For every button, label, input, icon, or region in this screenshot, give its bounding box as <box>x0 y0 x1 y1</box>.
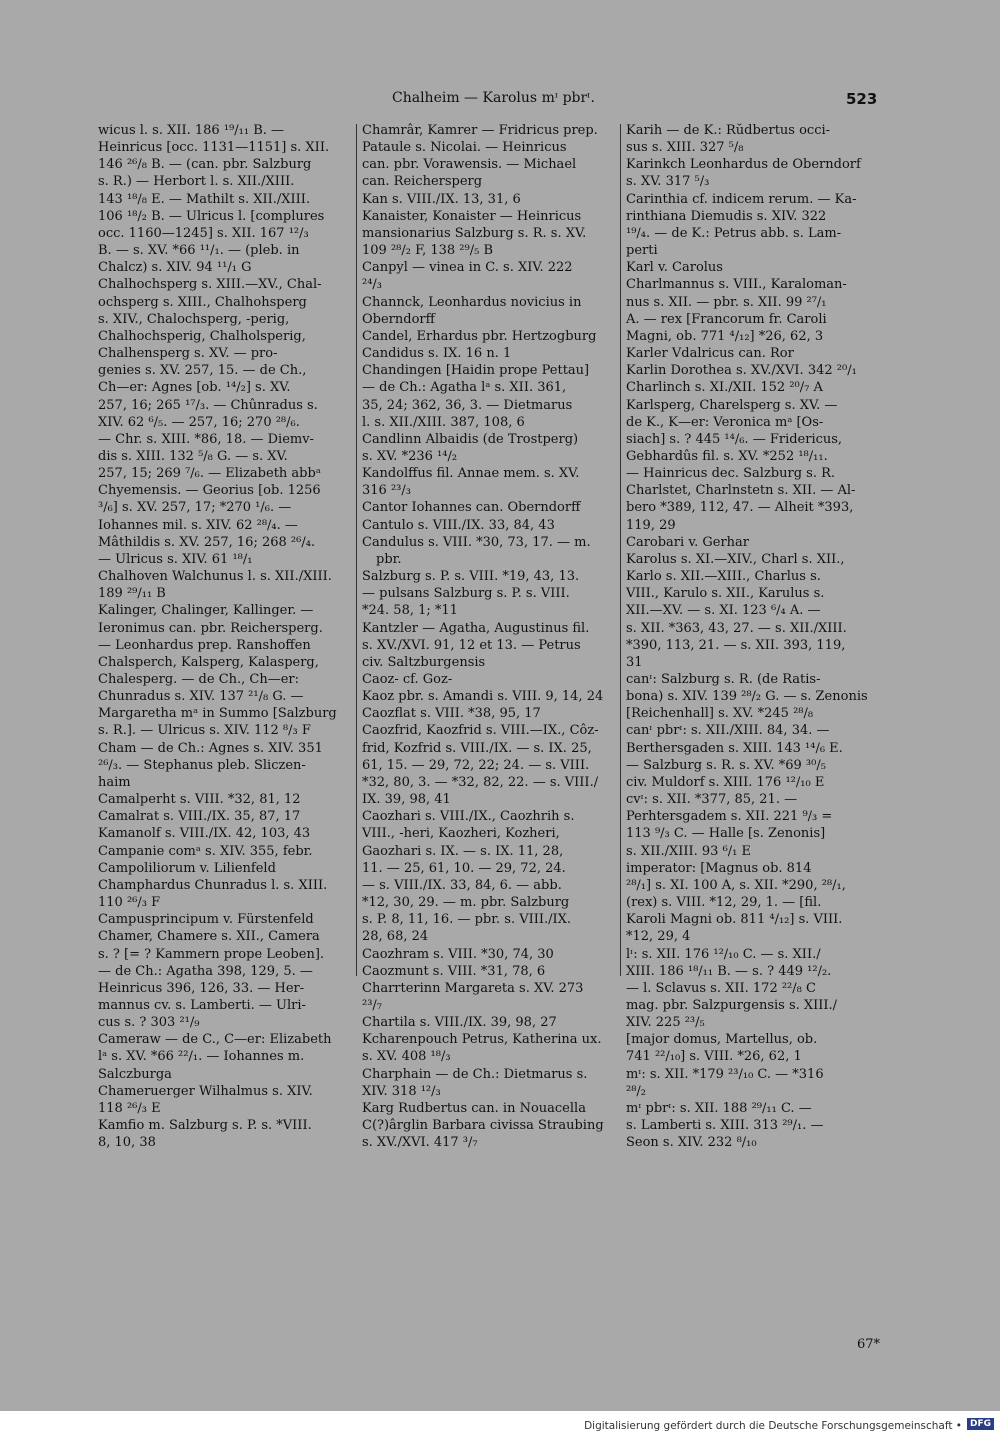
index-line: *24. 58, 1; *11 <box>362 603 458 619</box>
index-line: Chandingen [Haidin prope Pettau] <box>362 363 590 379</box>
index-line: 11. — 25, 61, 10. — 29, 72, 24. <box>362 860 566 876</box>
index-line: perti <box>626 243 658 259</box>
index-line: canᶦ pbrᶦ: s. XII./XIII. 84, 34. — <box>626 723 830 739</box>
index-column-1 <box>98 122 350 1151</box>
index-line: Charrterinn Margareta s. XV. 273 <box>362 980 584 996</box>
index-line: XIV. 225 ²³/₅ <box>626 1015 705 1031</box>
index-line: Cantor Iohannes can. Oberndorff <box>362 500 581 516</box>
index-line: imperator: [Magnus ob. 814 <box>626 860 812 876</box>
index-line: Perhtersgadem s. XII. 221 ⁹/₃ = <box>626 809 833 825</box>
index-line: XII.—XV. — s. XI. 123 ⁶/₄ A. — <box>626 603 821 619</box>
index-line: Chameruerger Wilhalmus s. XIV. <box>98 1083 313 1099</box>
index-line: Chartila s. VIII./IX. 39, 98, 27 <box>362 1015 557 1031</box>
index-line: Chalsperch, Kalsperg, Kalasperg, <box>98 654 319 670</box>
index-line: [major domus, Martellus, ob. <box>626 1032 818 1048</box>
index-line: Campoliliorum v. Lilienfeld <box>98 860 276 876</box>
index-line: Champhardus Chunradus l. s. XIII. <box>98 877 328 893</box>
index-line: Caoz- cf. Goz- <box>362 672 453 687</box>
index-line: Campusprincipum v. Fürstenfeld <box>98 912 314 928</box>
index-line: Cameraw — de C., C—er: Elizabeth <box>98 1032 332 1048</box>
index-line: *12, 29, 4 <box>626 929 691 945</box>
index-line: 143 ¹⁸/₈ E. — Mathilt s. XII./XIII. <box>98 191 311 207</box>
index-line: Candidus s. IX. 16 n. 1 <box>362 346 512 362</box>
index-line: Iohannes mil. s. XIV. 62 ²⁸/₄. — <box>98 517 298 533</box>
index-line: ²⁸/₂ <box>626 1083 647 1099</box>
index-line: — l. Sclavus s. XII. 172 ²²/₈ C <box>626 980 816 996</box>
index-line: Heinricus [occ. 1131—1151] s. XII. <box>98 140 330 156</box>
index-line: 28, 68, 24 <box>362 929 429 945</box>
index-line: Campanie comᵃ s. XIV. 355, febr. <box>98 843 313 859</box>
index-line: Karih — de K.: Rŭdbertus occi- <box>626 123 831 138</box>
index-line: Karler Vdalricus can. Ror <box>626 346 794 362</box>
index-line: Camalperht s. VIII. *32, 81, 12 <box>98 792 301 808</box>
index-line: — Hainricus dec. Salzburg s. R. <box>626 466 836 482</box>
running-head: Chalheim — Karolus mᶦ pbrᶦ. <box>392 90 595 106</box>
index-line: 118 ²⁶/₃ E <box>98 1100 161 1116</box>
index-line: Oberndorff <box>362 311 435 327</box>
page-number: 523 <box>846 90 878 108</box>
index-line: de K., K—er: Veronica mᵃ [Os- <box>626 414 824 430</box>
index-line: [Reichenhall] s. XV. *245 ²⁸/₈ <box>626 706 814 722</box>
index-line: Pataule s. Nicolai. — Heinricus <box>362 140 567 156</box>
index-line: siach] s. ? 445 ¹⁴/₆. — Fridericus, <box>626 431 843 447</box>
index-line: rinthiana Diemudis s. XIV. 322 <box>626 208 827 224</box>
index-line: s. R.]. — Ulricus s. XIV. 112 ⁸/₃ F <box>98 723 311 739</box>
index-line: sus s. XIII. 327 ⁵/₈ <box>626 140 744 156</box>
index-line: dis s. XIII. 132 ⁵/₈ G. — s. XV. <box>98 448 288 464</box>
index-line: Chyemensis. — Georius [ob. 1256 <box>98 483 321 499</box>
index-line: s. XII./XIII. 93 ⁶/₁ E <box>626 843 751 859</box>
index-line: 109 ²⁸/₂ F, 138 ²⁹/₅ B <box>362 243 493 259</box>
index-line: Karolus s. XI.—XIV., Charl s. XII., <box>626 551 845 567</box>
index-line: Karinkch Leonhardus de Oberndorf <box>626 157 861 173</box>
index-line: Kamfio m. Salzburg s. P. s. *VIII. <box>98 1118 312 1134</box>
index-line: ³/₆] s. XV. 257, 17; *270 ¹/₆. — <box>98 500 292 516</box>
index-line: 257, 15; 269 ⁷/₆. — Elizabeth abbᵃ <box>98 466 321 482</box>
index-line: Kamanolf s. VIII./IX. 42, 103, 43 <box>98 826 311 842</box>
index-line: 35, 24; 362, 36, 3. — Dietmarus <box>362 397 573 413</box>
index-line: XIV. 318 ¹²/₃ <box>362 1083 441 1099</box>
index-line: 8, 10, 38 <box>98 1135 156 1151</box>
index-line: ²⁴/₃ <box>362 277 383 293</box>
index-line: Candulus s. VIII. *30, 73, 17. — m. pbr. <box>362 534 591 567</box>
index-line: Ch—er: Agnes [ob. ¹⁴/₂] s. XV. <box>98 380 291 396</box>
index-line: VIII., Karulo s. XII., Karulus s. <box>626 586 825 602</box>
index-line: XIV. 62 ⁶/₅. — 257, 16; 270 ²⁸/₆. <box>98 414 300 430</box>
index-line: Charlstet, Charlnstetn s. XII. — Al- <box>626 483 856 499</box>
index-line: A. — rex [Francorum fr. Caroli <box>626 311 827 327</box>
index-line: ²⁸/₁] s. XI. 100 A, s. XII. *290, ²⁸/₁, <box>626 877 846 893</box>
index-line: Caozfrid, Kaozfrid s. VIII.—IX., Côz- <box>362 723 599 739</box>
index-line: Chunradus s. XIV. 137 ²¹/₈ G. — <box>98 689 304 705</box>
index-line: frid, Kozfrid s. VIII./IX. — s. IX. 25, <box>362 740 592 756</box>
index-line: Charlmannus s. VIII., Karaloman- <box>626 277 847 293</box>
index-line: bero *389, 112, 47. — Alheit *393, <box>626 500 854 516</box>
index-line: Magni, ob. 771 ⁴/₁₂] *26, 62, 3 <box>626 328 824 344</box>
index-line: genies s. XV. 257, 15. — de Ch., <box>98 363 307 379</box>
index-line: 61, 15. — 29, 72, 22; 24. — s. VIII. <box>362 757 590 773</box>
index-line: 110 ²⁶/₃ F <box>98 895 161 911</box>
index-line: — Leonhardus prep. Ranshoffen <box>98 637 311 653</box>
index-line: — de Ch.: Agatha lᵃ s. XII. 361, <box>362 380 567 396</box>
index-line: ¹⁹/₄. — de K.: Petrus abb. s. Lam- <box>626 225 842 241</box>
index-line: s. XV. 408 ¹⁸/₃ <box>362 1049 451 1065</box>
index-line: Chalesperg. — de Ch., Ch—er: <box>98 672 300 687</box>
index-line: *32, 80, 3. — *32, 82, 22. — s. VIII./ <box>362 774 599 790</box>
index-line: — pulsans Salzburg s. P. s. VIII. <box>362 586 570 602</box>
index-line: Karl v. Carolus <box>626 260 723 276</box>
index-line: Caozmunt s. VIII. *31, 78, 6 <box>362 963 546 979</box>
index-line: s. P. 8, 11, 16. — pbr. s. VIII./IX. <box>362 912 572 928</box>
index-line: — Salzburg s. R. s. XV. *69 ³⁰/₅ <box>626 757 826 773</box>
index-line: s. XV./XVI. 91, 12 et 13. — Petrus <box>362 637 581 653</box>
index-line: Chamrâr, Kamrer — Fridricus prep. <box>362 123 598 138</box>
index-line: C(?)ârglin Barbara civissa Straubing <box>362 1118 604 1134</box>
index-line: wicus l. s. XII. 186 ¹⁹/₁₁ B. — <box>98 123 285 138</box>
index-line: canᶦ: Salzburg s. R. (de Ratis- <box>626 672 821 687</box>
index-line: s. XV./XVI. 417 ³/₇ <box>362 1135 478 1151</box>
index-line: Kcharenpouch Petrus, Katherina ux. <box>362 1032 602 1048</box>
index-line: bona) s. XIV. 139 ²⁸/₂ G. — s. Zenonis <box>626 689 868 705</box>
index-line: Carobari v. Gerhar <box>626 534 750 550</box>
index-line: Carinthia cf. indicem rerum. — Ka- <box>626 191 857 207</box>
index-line: Candlinn Albaidis (de Trostperg) <box>362 431 579 447</box>
index-line: Seon s. XIV. 232 ⁸/₁₀ <box>626 1135 757 1151</box>
index-line: haim <box>98 774 131 790</box>
index-line: Kandolffus fil. Annae mem. s. XV. <box>362 466 580 482</box>
index-line: civ. Muldorf s. XIII. 176 ¹²/₁₀ E <box>626 774 825 790</box>
index-line: lᵃ s. XV. *66 ²²/₁. — Iohannes m. <box>98 1049 305 1065</box>
index-line: can. pbr. Vorawensis. — Michael <box>362 157 577 173</box>
index-line: Karoli Magni ob. 811 ⁴/₁₂] s. VIII. <box>626 912 843 928</box>
index-line: Chalhoven Walchunus l. s. XII./XIII. <box>98 569 332 585</box>
index-line: Candel, Erhardus pbr. Hertzogburg <box>362 328 597 344</box>
index-line: B. — s. XV. *66 ¹¹/₁. — (pleb. in <box>98 243 300 259</box>
footer-credit: Digitalisierung gefördert durch die Deutsche Forschungsgemeinschaft • <box>584 1420 962 1432</box>
index-line: IX. 39, 98, 41 <box>362 792 451 808</box>
index-line: 741 ²²/₁₀] s. VIII. *26, 62, 1 <box>626 1049 802 1065</box>
index-line: *12, 30, 29. — m. pbr. Salzburg <box>362 895 570 911</box>
index-column-2 <box>362 122 614 1151</box>
index-line: Margaretha mᵃ in Summo [Salzburg <box>98 706 337 722</box>
index-line: — de Ch.: Agatha 398, 129, 5. — <box>98 963 313 979</box>
index-line: Channck, Leonhardus novicius in <box>362 294 582 310</box>
index-line: Karlsperg, Charelsperg s. XV. — <box>626 397 838 413</box>
index-line: 257, 16; 265 ¹⁷/₃. — Chûnradus s. <box>98 397 318 413</box>
index-line: Salzburg s. P. s. VIII. *19, 43, 13. <box>362 569 580 585</box>
index-line: s. XII. *363, 43, 27. — s. XII./XIII. <box>626 620 847 636</box>
index-line: Canpyl — vinea in C. s. XIV. 222 <box>362 260 573 276</box>
index-line: Kantzler — Agatha, Augustinus fil. <box>362 620 590 636</box>
index-line: s. XIV., Chalochsperg, -perig, <box>98 311 290 327</box>
index-line: Karg Rudbertus can. in Nouacella <box>362 1100 586 1116</box>
index-line: — s. VIII./IX. 33, 84, 6. — abb. <box>362 877 562 893</box>
index-line: Chamer, Chamere s. XII., Camera <box>98 929 320 945</box>
index-line: Karlo s. XII.—XIII., Charlus s. <box>626 569 821 585</box>
index-line: mᶦ: s. XII. *179 ²³/₁₀ C. — *316 <box>626 1066 824 1082</box>
index-column-3 <box>626 122 880 1151</box>
index-line: Cham — de Ch.: Agnes s. XIV. 351 <box>98 740 323 756</box>
index-line: occ. 1160—1245] s. XII. 167 ¹²/₃ <box>98 225 309 241</box>
index-line: s. XV. *236 ¹⁴/₂ <box>362 448 458 464</box>
index-line: s. XV. 317 ⁵/₃ <box>626 174 710 190</box>
index-line: Mâthildis s. XV. 257, 16; 268 ²⁶/₄. <box>98 534 316 550</box>
index-line: 316 ²³/₃ <box>362 483 411 499</box>
index-line: Cantulo s. VIII./IX. 33, 84, 43 <box>362 517 555 533</box>
index-line: l. s. XII./XIII. 387, 108, 6 <box>362 414 525 430</box>
index-line: cvᶦ: s. XII. *377, 85, 21. — <box>626 792 798 808</box>
index-line: ²⁶/₃. — Stephanus pleb. Sliczen- <box>98 757 306 773</box>
index-line: Charphain — de Ch.: Dietmarus s. <box>362 1066 588 1082</box>
index-line: Chalhochsperg s. XIII.—XV., Chal- <box>98 277 322 293</box>
index-line: Camalrat s. VIII./IX. 35, 87, 17 <box>98 809 301 825</box>
index-line: Chalhochsperig, Chalholsperig, <box>98 328 306 344</box>
index-line: Heinricus 396, 126, 33. — Her- <box>98 980 305 996</box>
signature-mark: 67* <box>856 1337 880 1352</box>
index-line: s. Lamberti s. XIII. 313 ²⁹/₁. — <box>626 1118 824 1134</box>
index-line: Gaozhari s. IX. — s. IX. 11, 28, <box>362 843 564 859</box>
index-line: Caozflat s. VIII. *38, 95, 17 <box>362 706 541 722</box>
index-line: can. Reichersperg <box>362 174 483 190</box>
index-line: XIII. 186 ¹⁸/₁₁ B. — s. ? 449 ¹²/₂. <box>626 963 832 979</box>
index-line: mag. pbr. Salzpurgensis s. XIII./ <box>626 997 838 1013</box>
index-line: 31 <box>626 654 643 670</box>
index-line: ²³/₇ <box>362 997 383 1013</box>
index-line: lᶦ: s. XII. 176 ¹²/₁₀ C. — s. XII./ <box>626 946 821 962</box>
index-line: (rex) s. VIII. *12, 29, 1. — [fil. <box>626 895 822 911</box>
index-line: s. R.) — Herbort l. s. XII./XIII. <box>98 174 295 190</box>
index-line: Caozhari s. VIII./IX., Caozhrih s. <box>362 809 575 825</box>
index-line: Kan s. VIII./IX. 13, 31, 6 <box>362 191 521 207</box>
index-line: Chalhensperg s. XV. — pro- <box>98 346 278 362</box>
index-line: — Ulricus s. XIV. 61 ¹⁸/₁ <box>98 551 253 567</box>
index-line: *390, 113, 21. — s. XII. 393, 119, <box>626 637 846 653</box>
index-line: Kanaister, Konaister — Heinricus <box>362 208 582 224</box>
index-line: s. ? [= ? Kammern prope Leoben]. <box>98 946 325 962</box>
index-line: — Chr. s. XIII. *86, 18. — Diemv- <box>98 431 314 447</box>
index-line: Gebhardûs fil. s. XV. *252 ¹⁸/₁₁. <box>626 448 828 464</box>
index-line: 146 ²⁶/₈ B. — (can. pbr. Salzburg <box>98 157 312 173</box>
index-line: mannus cv. s. Lamberti. — Ulri- <box>98 997 306 1013</box>
index-line: Caozhram s. VIII. *30, 74, 30 <box>362 946 554 962</box>
index-line: Salczburga <box>98 1066 172 1082</box>
index-line: 119, 29 <box>626 517 676 533</box>
index-line: mansionarius Salzburg s. R. s. XV. <box>362 225 587 241</box>
index-line: Kaoz pbr. s. Amandi s. VIII. 9, 14, 24 <box>362 689 604 705</box>
column-rule <box>356 124 357 976</box>
index-line: Ieronimus can. pbr. Reichersperg. <box>98 620 323 636</box>
index-line: 189 ²⁹/₁₁ B <box>98 586 166 602</box>
index-line: Charlinch s. XI./XII. 152 ²⁰/₇ A <box>626 380 823 396</box>
index-line: Kalinger, Chalinger, Kallinger. — <box>98 603 314 619</box>
footer-bar <box>0 1411 1000 1436</box>
index-line: Berthersgaden s. XIII. 143 ¹⁴/₆ E. <box>626 740 843 756</box>
dfg-logo: DFG <box>967 1418 994 1430</box>
column-rule <box>620 124 621 976</box>
index-line: nus s. XII. — pbr. s. XII. 99 ²⁷/₁ <box>626 294 827 310</box>
index-line: cus s. ? 303 ²¹/₉ <box>98 1015 200 1031</box>
index-line: Chalcz) s. XIV. 94 ¹¹/₁ G <box>98 260 252 276</box>
index-line: ochsperg s. XIII., Chalhohsperg <box>98 294 307 310</box>
index-line: civ. Saltzburgensis <box>362 654 486 670</box>
index-line: VIII., -heri, Kaozheri, Kozheri, <box>362 826 560 842</box>
index-line: 106 ¹⁸/₂ B. — Ulricus l. [complures <box>98 208 325 224</box>
index-line: mᶦ pbrᶦ: s. XII. 188 ²⁹/₁₁ C. — <box>626 1100 812 1116</box>
index-line: Karlin Dorothea s. XV./XVI. 342 ²⁰/₁ <box>626 363 857 379</box>
index-line: 113 ⁹/₃ C. — Halle [s. Zenonis] <box>626 826 826 842</box>
